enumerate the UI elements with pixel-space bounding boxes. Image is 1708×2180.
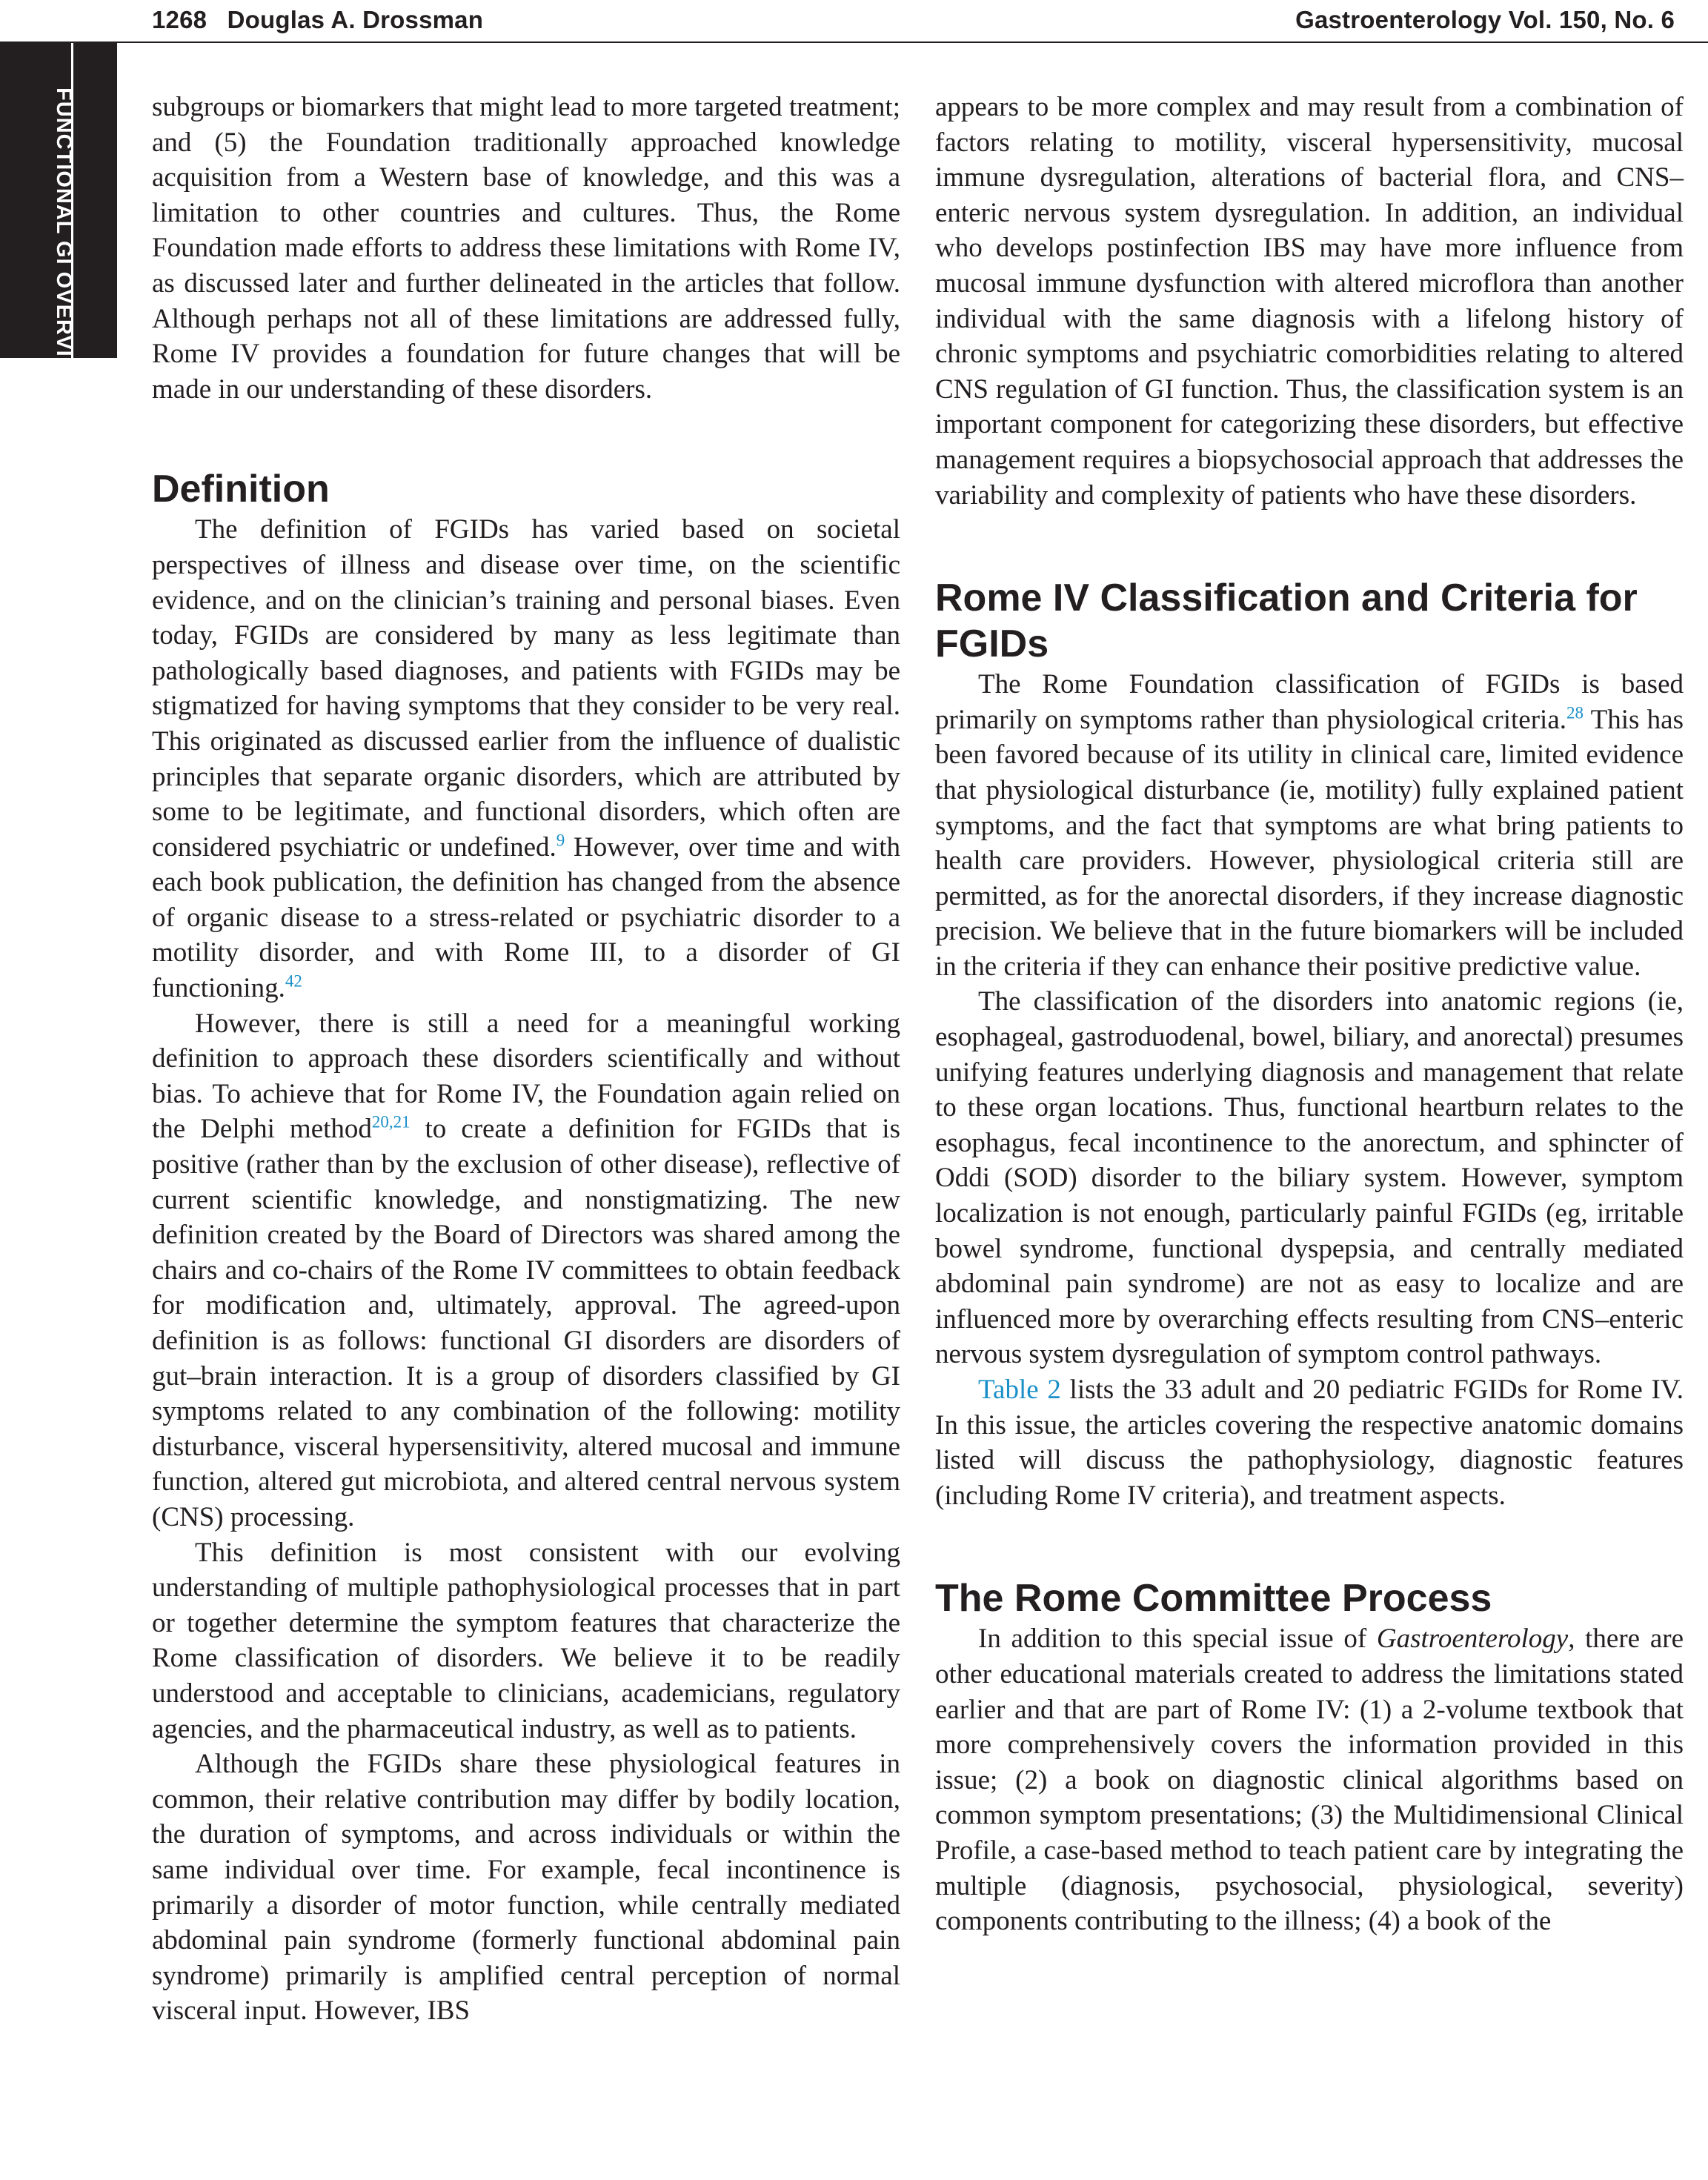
journal-title-italic: Gastroenterology [1376,1624,1569,1655]
definition-paragraph-2 [152,1006,900,1535]
definition-paragraph-1 [152,512,900,1006]
committee-paragraph-1-text-b: , there are other educational materials created to address the limitations stated earlier and that are part of Rome IV: (1) a 2-volume textbook that more comprehensively covers the information provided in this issue; (2) a book on diagnostic clinical algorithms based on common symptom presentations; (3) the Multidimensional Clinical Profile, a case-based method to teach patient care by integrating the multiple (diagnosis, psychosocial, physiological, severity) components contributing to the illness; (4) a book of the [935,1624,1684,1937]
classification-paragraph-3-text: lists the 33 adult and 20 pediatric FGIDs for Rome IV. In this issue, the articles covering the respective anatomic domains listed will discuss the pathophysiology, diagnostic features (including Rome IV criteria), and treatment aspects. [935,1375,1684,1511]
committee-paragraph-1-text-a: In addition to this special issue of [978,1624,1377,1655]
section-spacer [152,407,900,466]
definition-paragraph-1-text-a: The definition of FGIDs has varied based on societal perspectives of illness and disease over time, on the scientific evidence, and on the clinician’s training and personal biases. Even today, FGIDs are considered by many as less legitimate than pathologically based diagnoses, and patients with FGIDs may be stigmatized for having symptoms that they consider to be very real. This originated as discussed earlier from the influence of dualistic principles that separate organic disorders, which are attributed by some to be legitimate, and functional disorders, which often are considered psychiatric or undefined. [152,514,900,863]
classification-paragraph-1-text-b: This has been favored because of its utility in clinical care, limited evidence that physiological disturbance (ie, motility) fully explained patient symptoms, and the fact that symptoms are what bring patients to health care providers. However, physiological criteria still are permitted, as for the anorectal disorders, if they increase diagnostic precision. We believe that in the future biomarkers will be included in the criteria if they can enhance their positive predictive value. [935,704,1684,982]
definition-paragraph-3: This definition is most consistent with our evolving understanding of multiple pathophysiological processes that in part or together determine the symptom features that characterize the Rome classification of disorders. We believe it to be readily understood and acceptable to clinicians, academicians, regulatory agencies, and the pharmaceutical industry, as well as to patients. [152,1537,900,1744]
committee-heading: The Rome Committee Process [935,1577,1492,1621]
continued-paragraph: appears to be more complex and may result from a combination of factors relating to motility, visceral hypersensitivity, mucosal immune dysregulation, alterations of bacterial flora, and CNS–enteric nervous system dysregulation. In addition, an individual who develops postinfection IBS may have more influence from mucosal immune dysfunction with altered microflora than another individual with the same diagnosis with a lifelong history of chronic symptoms and psychiatric comorbidities relating to altered CNS regulation of GI function. Thus, the classification system is an important component for categorizing these disorders, but effective management requires a biopsychosocial approach that addresses the variability and complexity of patients who have these disorders. [935,92,1684,511]
right-column [935,90,1684,1939]
section-spacer [935,513,1684,575]
committee-paragraph-1 [935,1621,1684,1938]
definition-paragraph-4: Although the FGIDs share these physiological features in common, their relative contribution may differ by bodily location, the duration of symptoms, and across individuals or within the same individual over time. For example, fecal incontinence is primarily a disorder of motor function, while centrally mediated abdominal pain syndrome (formerly functional abdominal pain syndrome) primarily is amplified central perception of normal visceral input. However, IBS [152,1749,900,2027]
reference-9-link[interactable]: 9 [556,831,565,850]
classification-paragraph-2: The classification of the disorders into anatomic regions (ie, esophageal, gastroduodenal, bowel, biliary, and anorectal) presumes unifying features underlying diagnosis and management that relate to these organ locations. Thus, functional heartburn relates to the esophagus, fecal incontinence to the anorectum, and sphincter of Oddi (SOD) disorder to the biliary system. However, symptom localization is not enough, particularly painful FGIDs (eg, irritable bowel syndrome, functional dyspepsia, and centrally mediated abdominal pain syndrome) are not as easy to localize and are influenced more by overarching effects resulting from CNS–enteric nervous system dysregulation of symptom control pathways. [935,986,1684,1370]
left-column [152,90,900,2029]
running-header [0,0,1708,43]
definition-heading: Definition [152,468,330,511]
classification-paragraph-1-text-a: The Rome Foundation classification of FGIDs is based primarily on symptoms rather than physiological criteria. [935,669,1684,735]
side-tab-label: FUNCTIONAL GI OVERVIEW [52,87,76,393]
classification-paragraph-1 [935,667,1684,984]
journal-citation: Gastroenterology Vol. 150, No. 6 [1295,6,1675,33]
reference-42-link[interactable]: 42 [285,971,302,991]
header-left [152,6,483,34]
classification-paragraph-3 [935,1372,1684,1513]
intro-paragraph: subgroups or biomarkers that might lead to more targeted treatment; and (5) the Foundation traditionally approached knowledge acquisition from a Western base of knowledge, and this was a limitation to other countries and cultures. Thus, the Rome Foundation made efforts to address these limitations with Rome IV, as discussed later and further delineated in the articles that follow. Although perhaps not all of these limitations are addressed fully, Rome IV provides a foundation for future changes that will be made in our understanding of these disorders. [152,92,900,405]
definition-paragraph-1-text-b: However, over time and with each book publication, the definition has changed from the absence of organic disease to a stress-related or psychiatric disorder to a motility disorder, and with Rome III, to a disorder of GI functioning. [152,831,900,1004]
definition-paragraph-2-text-a: However, there is still a need for a meaningful working definition to approach these disorders scientifically and without bias. To achieve that for Rome IV, the Foundation again relied on the Delphi method [152,1008,900,1145]
table-2-link[interactable]: Table 2 [978,1375,1061,1405]
section-side-tab [0,43,117,393]
section-spacer [935,1513,1684,1575]
definition-paragraph-2-text-b: to create a definition for FGIDs that is positive (rather than by the exclusion of other disease), reflective of current scientific knowledge, and nonstigmatizing. The new definition created by the Board of Directors was shared among the chairs and co-chairs of the Rome IV committees to obtain feedback for modification and, ultimately, approval. The agreed-upon definition is as follows: functional GI disorders are disorders of gut–brain interaction. It is a group of disorders classified by GI symptoms related to any combination of the following: motility disturbance, visceral hypersensitivity, altered mucosal and immune function, altered gut microbiota, and altered central nervous system (CNS) processing. [152,1114,900,1532]
page-number: 1268 [152,6,207,33]
reference-28-link[interactable]: 28 [1566,703,1584,722]
reference-20-21-link[interactable]: 20,21 [371,1113,411,1132]
author-name: Douglas A. Drossman [227,6,484,33]
classification-heading: Rome IV Classification and Criteria for FGIDs [935,576,1638,666]
